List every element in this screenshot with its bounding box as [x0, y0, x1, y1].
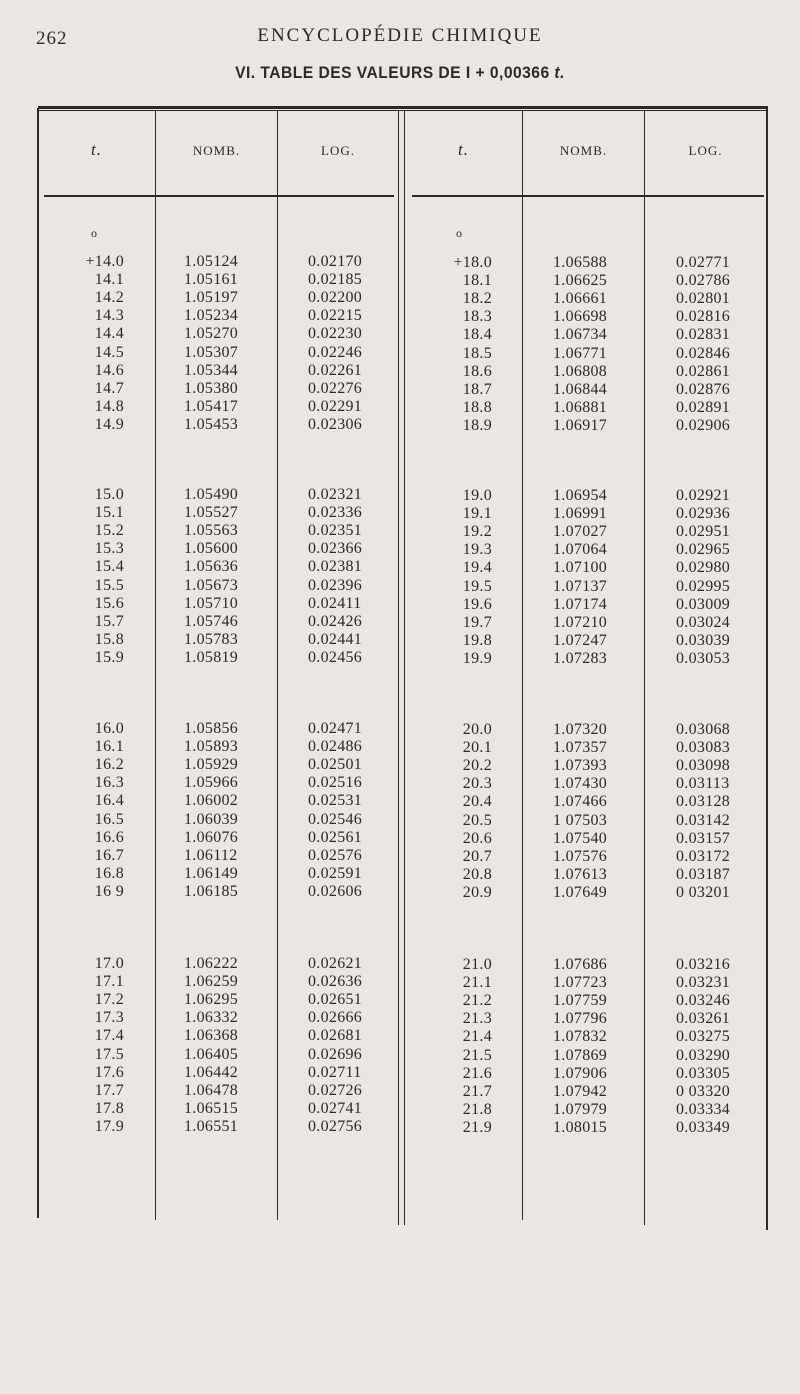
- log-cell: 0.03083: [676, 739, 731, 757]
- t-cell: 19.7: [462, 613, 492, 631]
- t-cell: 16.3: [94, 774, 124, 792]
- nomb-cell: 1.06149: [184, 864, 239, 882]
- t-cell: 16.6: [94, 828, 124, 846]
- t-cell: 21.2: [462, 992, 492, 1010]
- nomb-cell: 1.05380: [184, 379, 239, 397]
- log-cell: 0.02816: [676, 308, 731, 326]
- nomb-cell: 1.07393: [553, 757, 608, 775]
- log-cell: 0.02456: [308, 648, 363, 666]
- nomb-cell: 1.06478: [184, 1081, 239, 1099]
- log-cell: 0.02771: [676, 254, 731, 271]
- top-rule-thin: [38, 110, 768, 111]
- nomb-cell: 1.06808: [553, 362, 608, 380]
- nomb-cell: 1.08015: [553, 1118, 608, 1136]
- header-rule-left: [44, 195, 394, 197]
- nomb-cell: 1.05600: [184, 540, 239, 558]
- log-cell: 0.02965: [676, 541, 731, 559]
- log-cell: 0.02801: [676, 290, 731, 308]
- log-cell: 0.02501: [308, 756, 363, 774]
- nomb-cell: 1.06551: [184, 1117, 239, 1135]
- t-cell: 17.9: [94, 1117, 124, 1135]
- t-cell: 15.4: [94, 558, 124, 576]
- t-cell: 14.8: [94, 397, 124, 415]
- log-cell: 0.02876: [676, 380, 731, 398]
- nomb-cell: 1.06039: [184, 810, 239, 828]
- log-cell: 0.02861: [676, 362, 731, 380]
- log-cell: 0.02246: [308, 343, 363, 361]
- t-cell: 17.0: [94, 955, 124, 972]
- page-number: 262: [36, 28, 68, 49]
- nomb-cell: 1.07174: [553, 595, 608, 613]
- t-cell: 18.5: [462, 344, 492, 362]
- t-cell: 18.7: [462, 380, 492, 398]
- nomb-cell: 1.07796: [553, 1010, 608, 1028]
- nomb-cell: 1.07027: [553, 523, 608, 541]
- t-cell: 16 9: [94, 882, 124, 900]
- log-cell: 0.02411: [308, 594, 362, 612]
- t-cell: 21.3: [462, 1010, 492, 1028]
- log-cell: 0.02756: [308, 1117, 363, 1135]
- t-cell: 14.2: [94, 289, 124, 307]
- log-cell: 0.02531: [308, 792, 363, 810]
- nomb-cell: 1.07942: [553, 1082, 608, 1100]
- t-cell: 14.7: [94, 379, 124, 397]
- t-cell: 20.0: [462, 721, 492, 738]
- log-cell: 0.02831: [676, 326, 731, 344]
- log-cell: 0.03231: [676, 974, 731, 992]
- log-cell: 0.02426: [308, 612, 363, 630]
- nomb-cell: 1.07832: [553, 1028, 608, 1046]
- log-cell: 0.02995: [676, 577, 731, 595]
- t-cell: +18.0: [453, 254, 492, 271]
- nomb-cell: 1.06368: [184, 1027, 239, 1045]
- log-cell: 0.02170: [308, 253, 363, 270]
- log-cell: 0.02516: [308, 774, 363, 792]
- log-cell: 0.02261: [308, 361, 363, 379]
- nomb-cell: 1.05819: [184, 648, 239, 666]
- log-cell: 0.02606: [308, 882, 363, 900]
- nomb-cell: 1.05453: [184, 415, 239, 433]
- col-rule-1: [155, 110, 156, 1220]
- log-cell: 0.03142: [676, 811, 731, 829]
- t-cell: 14.5: [94, 343, 124, 361]
- t-cell: 17.4: [94, 1027, 124, 1045]
- log-cell: 0.02891: [676, 398, 731, 416]
- t-cell: 18.2: [462, 290, 492, 308]
- t-cell: 16.4: [94, 792, 124, 810]
- log-cell: 0.02951: [676, 523, 731, 541]
- t-cell: 18.4: [462, 326, 492, 344]
- nomb-cell: 1.07430: [553, 775, 608, 793]
- log-cell: 0.03113: [676, 775, 730, 793]
- nomb-cell: 1.06405: [184, 1045, 239, 1063]
- nomb-cell: 1.05673: [184, 576, 239, 594]
- t-cell: 21.9: [462, 1118, 492, 1136]
- log-cell: 0 03320: [676, 1082, 731, 1100]
- nomb-cell: 1.06844: [553, 380, 608, 398]
- col-rule-5: [644, 110, 645, 1225]
- nomb-cell: 1.06954: [553, 487, 608, 504]
- nomb-cell: 1.06881: [553, 398, 608, 416]
- nomb-cell: 1.06625: [553, 272, 608, 290]
- nomb-cell: 1.06295: [184, 991, 239, 1009]
- t-cell: 20.3: [462, 775, 492, 793]
- header-nomb-right: NOMB.: [559, 143, 608, 158]
- nomb-cell: 1.07247: [553, 631, 608, 649]
- t-cell: 19.8: [462, 631, 492, 649]
- nomb-cell: 1.07649: [553, 883, 608, 901]
- t-cell: 21.0: [462, 956, 492, 973]
- nomb-cell: 1.07613: [553, 865, 608, 883]
- nomb-cell: 1.07576: [553, 847, 608, 865]
- header-nomb-left: NOMB.: [192, 143, 241, 158]
- nomb-cell: 1.05563: [184, 522, 239, 540]
- degree-mark-left: o: [91, 226, 97, 240]
- nomb-cell: 1.06185: [184, 882, 239, 900]
- log-cell: 0.02906: [676, 416, 731, 434]
- nomb-cell: 1.07686: [553, 956, 608, 973]
- log-cell: 0.02381: [308, 558, 363, 576]
- t-cell: 20.1: [462, 739, 492, 757]
- nomb-cell: 1.07283: [553, 649, 608, 667]
- nomb-cell: 1.06222: [184, 955, 239, 972]
- t-cell: 14.4: [94, 325, 124, 343]
- log-cell: 0.02726: [308, 1081, 363, 1099]
- t-cell: 17.5: [94, 1045, 124, 1063]
- log-cell: 0.03261: [676, 1010, 731, 1028]
- t-cell: 16.1: [94, 738, 124, 756]
- nomb-cell: 1.07137: [553, 577, 608, 595]
- t-cell: 17.8: [94, 1099, 124, 1117]
- log-cell: 0.02936: [676, 505, 731, 523]
- t-cell: 15.9: [94, 648, 124, 666]
- t-cell: 20.2: [462, 757, 492, 775]
- log-cell: 0.02681: [308, 1027, 363, 1045]
- t-cell: 20.5: [462, 811, 492, 829]
- nomb-cell: 1 07503: [553, 811, 608, 829]
- nomb-cell: 1.06734: [553, 326, 608, 344]
- t-cell: 17.2: [94, 991, 124, 1009]
- log-cell: 0.02741: [308, 1099, 363, 1117]
- nomb-cell: 1.05307: [184, 343, 239, 361]
- log-cell: 0.03275: [676, 1028, 731, 1046]
- log-cell: 0.02230: [308, 325, 363, 343]
- t-cell: 15.3: [94, 540, 124, 558]
- t-cell: 19.2: [462, 523, 492, 541]
- t-cell: 15.5: [94, 576, 124, 594]
- outer-right-rule: [766, 108, 768, 1230]
- log-cell: 0.03024: [676, 613, 731, 631]
- nomb-cell: 1.05234: [184, 307, 239, 325]
- log-cell: 0.02711: [308, 1063, 362, 1081]
- t-cell: 18.8: [462, 398, 492, 416]
- t-cell: 18.9: [462, 416, 492, 434]
- nomb-cell: 1.07357: [553, 739, 608, 757]
- log-cell: 0.02351: [308, 522, 363, 540]
- log-cell: 0.02651: [308, 991, 363, 1009]
- log-cell: 0.02696: [308, 1045, 363, 1063]
- nomb-cell: 1.06076: [184, 828, 239, 846]
- header-t-left: t.: [91, 140, 102, 159]
- outer-left-rule: [37, 108, 39, 1218]
- nomb-cell: 1.05124: [184, 253, 239, 270]
- t-cell: 16.2: [94, 756, 124, 774]
- log-cell: 0.03305: [676, 1064, 731, 1082]
- log-cell: 0.02336: [308, 504, 363, 522]
- nomb-cell: 1.05527: [184, 504, 239, 522]
- header-t-right: t.: [458, 140, 469, 159]
- t-cell: 18.3: [462, 308, 492, 326]
- log-cell: 0.03128: [676, 793, 731, 811]
- t-cell: 15.8: [94, 630, 124, 648]
- degree-mark-right: o: [456, 226, 462, 240]
- log-cell: 0.02576: [308, 846, 363, 864]
- nomb-cell: 1.05197: [184, 289, 239, 307]
- log-cell: 0.03334: [676, 1100, 731, 1118]
- header-log-left: LOG.: [321, 143, 355, 158]
- t-cell: 16.8: [94, 864, 124, 882]
- nomb-cell: 1.06661: [553, 290, 608, 308]
- t-cell: 15.0: [94, 486, 124, 503]
- nomb-cell: 1.07869: [553, 1046, 608, 1064]
- t-cell: 19.0: [462, 487, 492, 504]
- nomb-cell: 1.06515: [184, 1099, 239, 1117]
- log-cell: 0.03068: [676, 721, 731, 738]
- t-cell: 15.1: [94, 504, 124, 522]
- nomb-cell: 1.07320: [553, 721, 608, 738]
- log-cell: 0.02471: [308, 720, 363, 737]
- log-cell: 0.02396: [308, 576, 363, 594]
- t-cell: 14.1: [94, 271, 124, 289]
- nomb-cell: 1.06588: [553, 254, 608, 271]
- log-cell: 0.03246: [676, 992, 731, 1010]
- nomb-cell: 1.05490: [184, 486, 239, 503]
- t-cell: 14.6: [94, 361, 124, 379]
- nomb-cell: 1.06332: [184, 1009, 239, 1027]
- log-cell: 0.02621: [308, 955, 363, 972]
- log-cell: 0.02591: [308, 864, 363, 882]
- log-cell: 0 03201: [676, 883, 731, 901]
- t-cell: 21.7: [462, 1082, 492, 1100]
- log-cell: 0.03009: [676, 595, 731, 613]
- log-cell: 0.03053: [676, 649, 731, 667]
- log-cell: 0.02636: [308, 973, 363, 991]
- t-cell: 20.4: [462, 793, 492, 811]
- t-cell: 21.4: [462, 1028, 492, 1046]
- t-cell: 21.6: [462, 1064, 492, 1082]
- t-cell: 20.6: [462, 829, 492, 847]
- nomb-cell: 1.06442: [184, 1063, 239, 1081]
- t-cell: 15.6: [94, 594, 124, 612]
- t-cell: 18.1: [462, 272, 492, 290]
- nomb-cell: 1.06698: [553, 308, 608, 326]
- nomb-cell: 1.07906: [553, 1064, 608, 1082]
- nomb-cell: 1.05636: [184, 558, 239, 576]
- log-cell: 0.02366: [308, 540, 363, 558]
- log-cell: 0.03187: [676, 865, 731, 883]
- nomb-cell: 1.07540: [553, 829, 608, 847]
- log-cell: 0.02321: [308, 486, 363, 503]
- t-cell: 16.0: [94, 720, 124, 737]
- nomb-cell: 1.05344: [184, 361, 239, 379]
- t-cell: 16.7: [94, 846, 124, 864]
- log-cell: 0.03216: [676, 956, 731, 973]
- table-title: [32, 63, 768, 83]
- log-cell: 0.02486: [308, 738, 363, 756]
- log-cell: 0.02980: [676, 559, 731, 577]
- col-rule-4: [522, 110, 523, 1220]
- log-cell: 0.03290: [676, 1046, 731, 1064]
- nomb-cell: 1.05966: [184, 774, 239, 792]
- header-rule-right: [412, 195, 764, 197]
- t-cell: 21.1: [462, 974, 492, 992]
- nomb-cell: 1.07210: [553, 613, 608, 631]
- t-cell: 20.8: [462, 865, 492, 883]
- log-cell: 0.03172: [676, 847, 731, 865]
- nomb-cell: 1.07759: [553, 992, 608, 1010]
- nomb-cell: 1.05856: [184, 720, 239, 737]
- t-cell: 19.9: [462, 649, 492, 667]
- nomb-cell: 1.05417: [184, 397, 239, 415]
- log-cell: 0.02200: [308, 289, 363, 307]
- t-cell: 19.3: [462, 541, 492, 559]
- running-head: ENCYCLOPÉDIE CHIMIQUE: [257, 25, 543, 46]
- nomb-cell: 1.06917: [553, 416, 608, 434]
- log-cell: 0.03098: [676, 757, 731, 775]
- center-rule-b: [404, 110, 405, 1225]
- t-cell: 14.3: [94, 307, 124, 325]
- log-cell: 0.02561: [308, 828, 363, 846]
- t-cell: 20.9: [462, 883, 492, 901]
- nomb-cell: 1.06112: [184, 846, 238, 864]
- log-cell: 0.03349: [676, 1118, 731, 1136]
- nomb-cell: 1.05161: [184, 271, 239, 289]
- center-rule-a: [398, 110, 399, 1225]
- log-cell: 0.02185: [308, 271, 363, 289]
- t-cell: 21.5: [462, 1046, 492, 1064]
- header-log-right: LOG.: [688, 143, 723, 158]
- t-cell: 14.9: [94, 415, 124, 433]
- log-cell: 0.02921: [676, 487, 731, 504]
- log-cell: 0.02666: [308, 1009, 363, 1027]
- log-cell: 0.02786: [676, 272, 731, 290]
- nomb-cell: 1.05710: [184, 594, 239, 612]
- t-cell: 15.2: [94, 522, 124, 540]
- t-cell: 19.6: [462, 595, 492, 613]
- nomb-cell: 1.07723: [553, 974, 608, 992]
- log-cell: 0.02306: [308, 415, 363, 433]
- nomb-cell: 1.06002: [184, 792, 239, 810]
- nomb-cell: 1.06771: [553, 344, 608, 362]
- table-title-variable: t.: [554, 63, 565, 82]
- top-rule-thick: [38, 106, 768, 109]
- t-cell: 21.8: [462, 1100, 492, 1118]
- log-cell: 0.03039: [676, 631, 731, 649]
- t-cell: 19.1: [462, 505, 492, 523]
- nomb-cell: 1.07979: [553, 1100, 608, 1118]
- t-cell: 15.7: [94, 612, 124, 630]
- log-cell: 0.02546: [308, 810, 363, 828]
- t-cell: 17.3: [94, 1009, 124, 1027]
- nomb-cell: 1.05783: [184, 630, 239, 648]
- log-cell: 0.02441: [308, 630, 363, 648]
- log-cell: 0.02846: [676, 344, 731, 362]
- t-cell: 19.4: [462, 559, 492, 577]
- t-cell: 17.7: [94, 1081, 124, 1099]
- t-cell: 16.5: [94, 810, 124, 828]
- log-cell: 0.02276: [308, 379, 363, 397]
- t-cell: 17.1: [94, 973, 124, 991]
- t-cell: 17.6: [94, 1063, 124, 1081]
- log-cell: 0.02215: [308, 307, 363, 325]
- nomb-cell: 1.06991: [553, 505, 608, 523]
- nomb-cell: 1.06259: [184, 973, 239, 991]
- log-cell: 0.03157: [676, 829, 731, 847]
- nomb-cell: 1.05929: [184, 756, 239, 774]
- nomb-cell: 1.05746: [184, 612, 239, 630]
- t-cell: 18.6: [462, 362, 492, 380]
- nomb-cell: 1.07100: [553, 559, 608, 577]
- nomb-cell: 1.05893: [184, 738, 239, 756]
- log-cell: 0.02291: [308, 397, 363, 415]
- nomb-cell: 1.05270: [184, 325, 239, 343]
- nomb-cell: 1.07064: [553, 541, 608, 559]
- col-rule-2: [277, 110, 278, 1220]
- t-cell: 20.7: [462, 847, 492, 865]
- table-title-text: VI. TABLE DES VALEURS DE I + 0,00366: [235, 63, 555, 82]
- t-cell: +14.0: [85, 253, 124, 270]
- nomb-cell: 1.07466: [553, 793, 608, 811]
- t-cell: 19.5: [462, 577, 492, 595]
